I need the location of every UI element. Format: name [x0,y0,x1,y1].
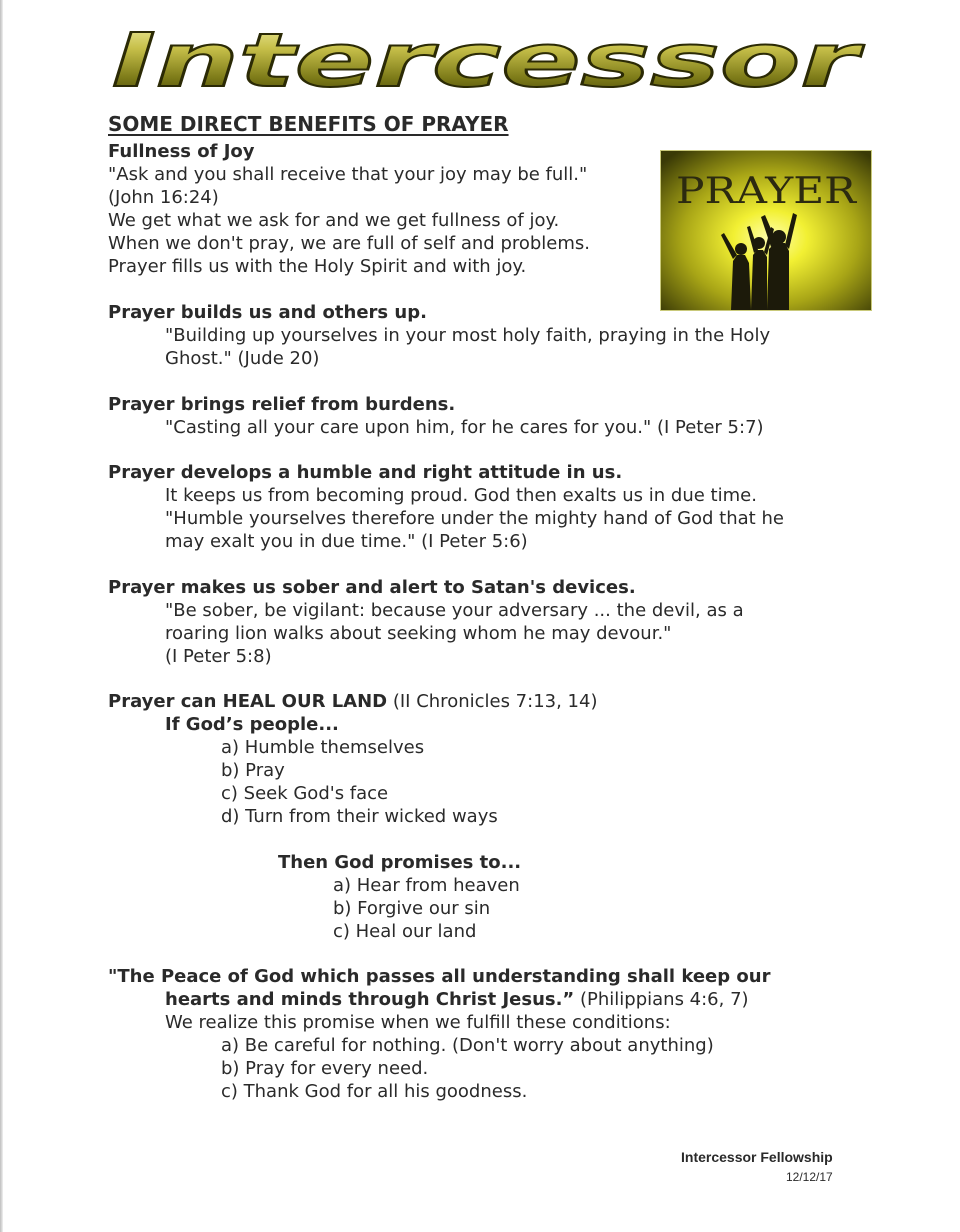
section-title-sober: Prayer makes us sober and alert to Satan's devices. [108,577,636,598]
burdens-line: "Casting all your care upon him, for he cares for you." (I Peter 5:7) [165,417,764,438]
if-item: c) Seek God's face [221,783,389,804]
if-item: d) Turn from their wicked ways [221,806,498,827]
peace-item: b) Pray for every need. [221,1058,429,1079]
peace-quote-line-2 [165,988,749,1011]
humble-line: may exalt you in due time." (I Peter 5:6) [165,531,528,552]
humble-line: It keeps us from becoming proud. God then exalts us in due time. [165,485,757,506]
joy-line: "Ask and you shall receive that your joy may be full." [108,164,588,185]
peace-quote-bold: hearts and minds through Christ Jesus.” [165,989,575,1010]
then-item: b) Forgive our sin [333,898,491,919]
section-title-builds: Prayer builds us and others up. [108,302,427,323]
peace-quote-reference: (Philippians 4:6, 7) [574,989,749,1010]
humble-line: "Humble yourselves therefore under the mighty hand of God that he [165,508,784,529]
then-item: c) Heal our land [333,921,477,942]
sober-line: "Be sober, be vigilant: because your adversary ... the devil, as a [165,600,744,621]
masthead-logo [104,28,868,98]
joy-line: When we don't pray, we are full of self and problems. [108,233,591,254]
builds-line: Ghost." (Jude 20) [165,348,320,369]
heal-title-reference: (II Chronicles 7:13, 14) [387,691,598,712]
heal-title-bold: Prayer can HEAL OUR LAND [108,691,388,712]
joy-line: We get what we ask for and we get fullness of joy. [108,210,560,231]
peace-quote-line: "The Peace of God which passes all understanding shall keep our [108,966,771,987]
footer-date: 12/12/17 [786,1170,833,1184]
joy-line: Prayer fills us with the Holy Spirit and with joy. [108,256,527,277]
footer-organization: Intercessor Fellowship [681,1149,833,1165]
if-item: a) Humble themselves [221,737,425,758]
joy-line: (John 16:24) [108,187,219,208]
masthead-title: Intercessor [112,28,866,98]
if-label: If God’s people... [165,714,339,735]
then-label: Then God promises to... [278,852,522,873]
section-title-joy: Fullness of Joy [108,141,255,162]
sober-line: (I Peter 5:8) [165,646,272,667]
section-title-burdens: Prayer brings relief from burdens. [108,394,456,415]
page-heading: SOME DIRECT BENEFITS OF PRAYER [108,112,509,136]
peace-intro: We realize this promise when we fulfill these conditions: [165,1012,671,1033]
page-edge [0,0,3,1232]
builds-line: "Building up yourselves in your most holy faith, praying in the Holy [165,325,771,346]
peace-item: a) Be careful for nothing. (Don't worry about anything) [221,1035,714,1056]
prayer-image-word: PRAYER [676,171,858,212]
prayer-image [660,150,872,311]
peace-item: c) Thank God for all his goodness. [221,1081,528,1102]
section-title-humble: Prayer develops a humble and right attitude in us. [108,462,623,483]
sober-line: roaring lion walks about seeking whom he may devour." [165,623,672,644]
if-item: b) Pray [221,760,285,781]
section-title-heal [108,690,597,713]
then-item: a) Hear from heaven [333,875,520,896]
